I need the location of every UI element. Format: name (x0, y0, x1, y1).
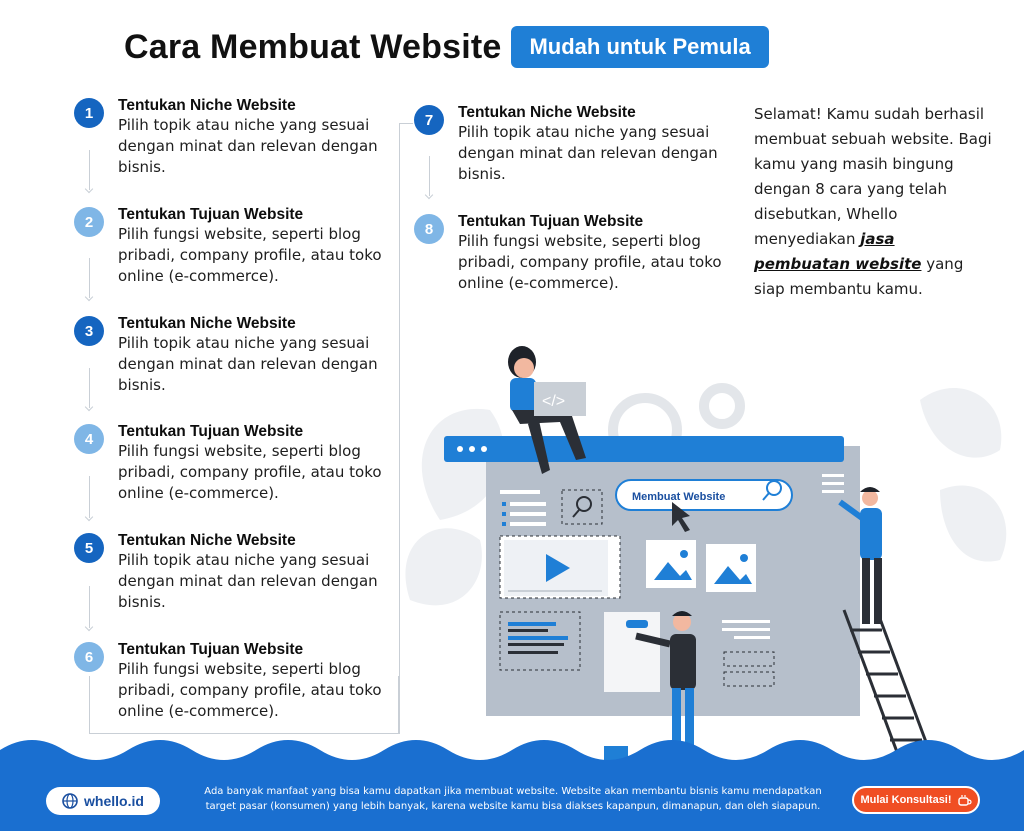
search-text: Membuat Website (632, 491, 726, 503)
footer-text: Ada banyak manfaat yang bisa kamu dapatkan jika membuat website. Website akan membantu bisnis kamu mendapatkan target pasar (konsumen) yang lebih banyak, karena website kamu bisa diakses kapanpun, dimanapun, dan oleh siapapun. (204, 786, 822, 812)
closing-text: Selamat! Kamu sudah berhasil membuat sebuah website. Bagi kamu yang masih bingung dengan 8 cara yang telah disebutkan, Whello menyediakan (754, 105, 992, 248)
step-desc: Pilih topik atau niche yang sesuai dengan minat dan relevan dengan bisnis. (458, 123, 718, 183)
closing-text-end: yang siap membantu kamu. (754, 255, 964, 298)
step-number: 8 (414, 214, 444, 244)
consultation-button[interactable] (852, 786, 980, 814)
service-link[interactable]: jasa pembuatan website (754, 230, 922, 273)
step-title: Tentukan Tujuan Website (118, 206, 304, 223)
step-3 (84, 314, 418, 396)
image-icon (646, 540, 696, 588)
step-title: Tentukan Tujuan Website (458, 213, 644, 230)
step-desc: Pilih fungsi website, seperti blog pribadi, company profile, atau toko online (e-commerce). (118, 660, 382, 720)
step-number: 2 (74, 207, 104, 237)
browser-bar (444, 436, 844, 462)
step-1 (84, 96, 418, 178)
step-2 (84, 205, 418, 287)
step-4 (84, 422, 418, 504)
step-desc: Pilih fungsi website, seperti blog pribadi, company profile, atau toko online (e-commerce). (118, 442, 382, 502)
step-desc: Pilih topik atau niche yang sesuai dengan minat dan relevan dengan bisnis. (118, 551, 378, 611)
coffee-icon (958, 794, 972, 806)
step-number: 4 (74, 424, 104, 454)
step-number: 1 (74, 98, 104, 128)
image-icon (706, 544, 756, 592)
step-desc: Pilih fungsi website, seperti blog pribadi, company profile, atau toko online (e-commerce). (458, 232, 722, 292)
logo-text: whello.id (84, 793, 144, 809)
arrow-down-icon (89, 586, 90, 628)
step-number: 6 (74, 642, 104, 672)
arrow-down-icon (89, 368, 90, 408)
paint-roller-icon (626, 620, 648, 628)
title-badge: Mudah untuk Pemula (511, 26, 768, 68)
arrow-down-icon (429, 156, 430, 196)
step-title: Tentukan Niche Website (118, 97, 296, 114)
step-title: Tentukan Niche Website (118, 532, 296, 549)
step-number: 7 (414, 105, 444, 135)
code-icon: </> (542, 393, 566, 410)
page-title: Cara Membuat Website (124, 27, 502, 66)
step-desc: Pilih fungsi website, seperti blog pribadi, company profile, atau toko online (e-commerce). (118, 225, 382, 285)
header (124, 26, 769, 68)
hamburger-icon (822, 474, 844, 493)
globe-icon (62, 793, 78, 809)
arrow-down-icon (89, 258, 90, 298)
step-8 (424, 212, 758, 294)
arrow-down-icon (89, 476, 90, 518)
step-title: Tentukan Tujuan Website (118, 641, 304, 658)
step-7 (424, 103, 758, 185)
cta-label: Mulai Konsultasi! (860, 794, 952, 806)
website-illustration (400, 340, 1020, 770)
closing-paragraph (754, 102, 994, 302)
step-title: Tentukan Tujuan Website (118, 423, 304, 440)
step-desc: Pilih topik atau niche yang sesuai dengan minat dan relevan dengan bisnis. (118, 334, 378, 394)
step-5 (84, 531, 418, 613)
step-desc: Pilih topik atau niche yang sesuai dengan minat dan relevan dengan bisnis. (118, 116, 378, 176)
step-number: 3 (74, 316, 104, 346)
arrow-down-icon (89, 150, 90, 190)
step-number: 5 (74, 533, 104, 563)
logo[interactable] (46, 787, 160, 815)
step-title: Tentukan Niche Website (458, 104, 636, 121)
step-title: Tentukan Niche Website (118, 315, 296, 332)
flow-connector (89, 676, 399, 734)
